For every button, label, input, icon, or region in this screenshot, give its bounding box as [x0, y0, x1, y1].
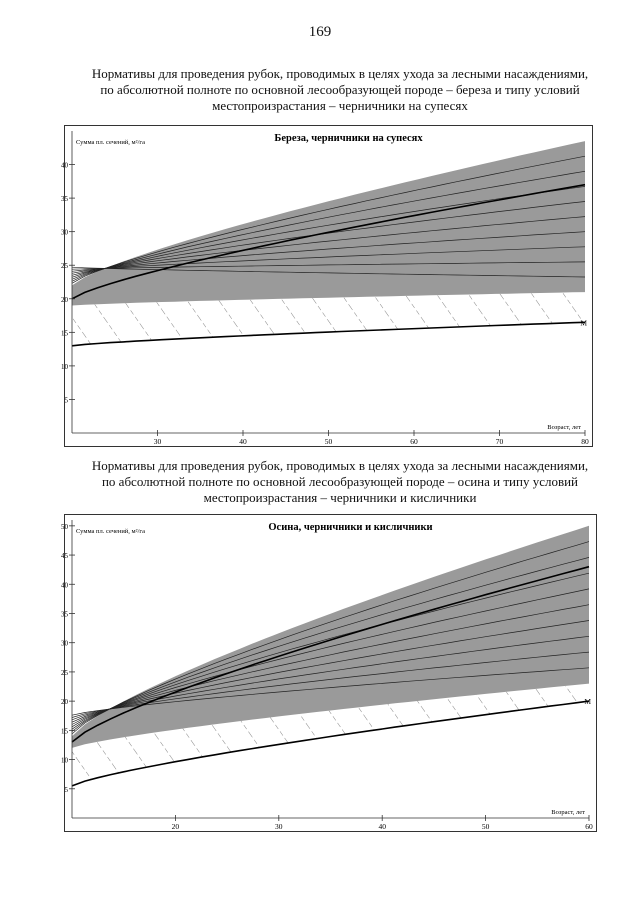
x-axis-label: Возраст, лет: [551, 809, 585, 816]
series-label-m: M: [584, 697, 591, 707]
caption-line: Нормативы для проведения рубок, проводимых в целях ухода за лесными насаждениями,: [91, 66, 589, 81]
page-number: 169: [308, 24, 332, 40]
x-tick-label: 30: [153, 437, 162, 446]
y-tick-label: 25: [61, 668, 68, 677]
x-tick-label: 50: [481, 822, 490, 831]
y-tick-label: 20: [61, 698, 68, 707]
chart-title: Береза, черничники на супесях: [274, 133, 423, 144]
y-tick-label: 35: [61, 195, 68, 204]
x-tick-label: 60: [585, 822, 593, 831]
caption-aspen: [60, 458, 620, 506]
y-tick-label: 10: [61, 362, 68, 371]
chart-title: Осина, черничники и кисличники: [268, 522, 433, 533]
x-tick-label: 40: [378, 822, 386, 831]
y-tick-label: 15: [61, 727, 68, 736]
y-tick-label: 45: [61, 552, 68, 561]
caption-line: местопроизрастания – черничники и кисличники: [203, 490, 477, 505]
y-tick-label: 15: [61, 329, 68, 338]
series-label-m: M: [580, 318, 587, 328]
y-tick-label: 40: [61, 161, 68, 170]
caption-birch: [60, 66, 620, 114]
x-tick-label: 80: [581, 437, 589, 446]
x-tick-label: 50: [324, 437, 333, 446]
y-tick-label: 40: [61, 581, 68, 590]
y-tick-label: 50: [61, 522, 68, 531]
x-axis-label: Возраст, лет: [547, 424, 581, 431]
birch-chart: [61, 125, 593, 447]
x-tick-label: 30: [275, 822, 283, 831]
y-axis-label: Сумма пл. сечений, м²/га: [76, 528, 145, 535]
x-tick-label: 40: [239, 437, 247, 446]
y-tick-label: 30: [61, 639, 68, 648]
y-tick-label: 30: [61, 228, 68, 237]
y-tick-label: 10: [61, 756, 68, 765]
caption-line: по абсолютной полноте по основной лесообразующей породе – береза и типу условий: [100, 82, 580, 97]
x-tick-label: 70: [495, 437, 504, 446]
caption-line: Нормативы для проведения рубок, проводимых в целях ухода за лесными насаждениями,: [91, 458, 589, 473]
y-tick-label: 25: [61, 262, 68, 271]
y-tick-label: 20: [61, 295, 68, 304]
x-tick-label: 20: [171, 822, 180, 831]
x-tick-label: 60: [410, 437, 418, 446]
y-tick-label: 35: [61, 610, 68, 619]
y-axis-label: Сумма пл. сечений, м²/га: [76, 139, 145, 146]
caption-line: по абсолютной полноте по основной лесообразующей породе – осина и типу условий: [101, 474, 579, 489]
aspen-chart: [61, 514, 597, 832]
y-tick-label: 5: [64, 785, 68, 794]
caption-line: местопроизрастания – черничники на супесях: [212, 98, 468, 113]
y-tick-label: 5: [64, 396, 68, 405]
